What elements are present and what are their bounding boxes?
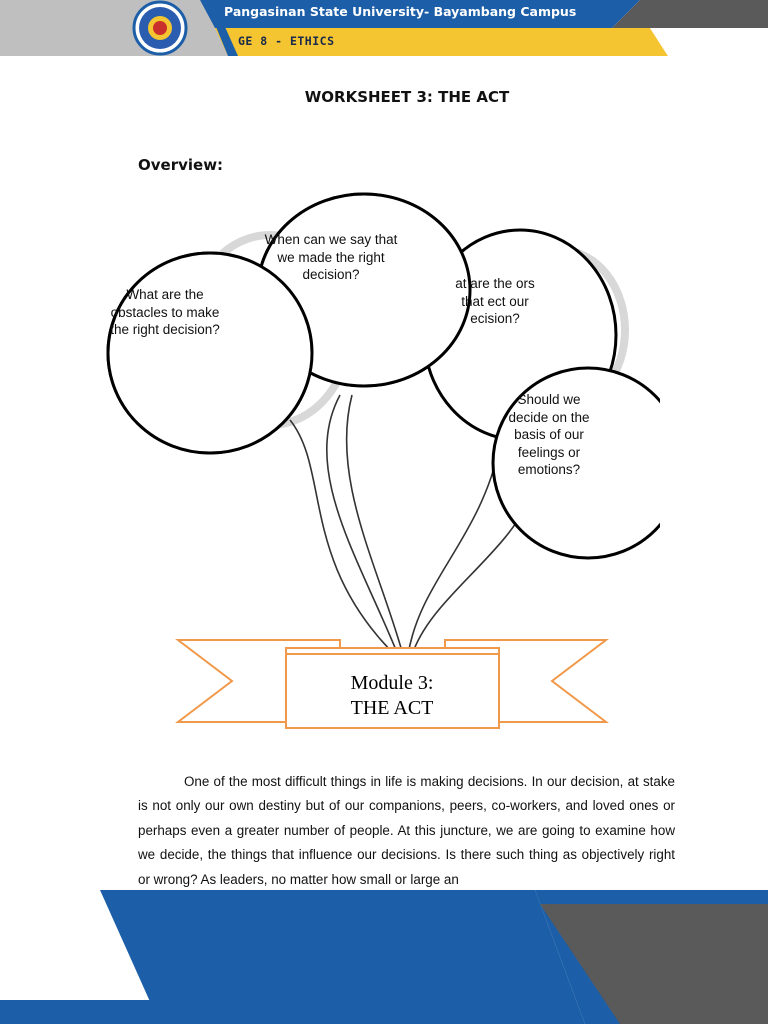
bubble-text-right-decision: When can we say that we made the right decision? <box>264 232 398 283</box>
worksheet-title: WORKSHEET 3: THE ACT <box>304 88 510 106</box>
module-number: Module 3: <box>350 672 434 694</box>
module-label <box>298 671 486 721</box>
university-seal-icon <box>134 2 186 54</box>
module-title: THE ACT <box>350 697 434 719</box>
overview-heading: Overview: <box>138 156 224 174</box>
course-code: GE 8 - ETHICS <box>238 34 335 48</box>
bubble-text-obstacles: What are the obstacles to make the right decision? <box>110 287 220 338</box>
overview-paragraph: One of the most difficult things in life is making decisions. In our decision, at stake is not only our own destiny but of our companions, peers, co-workers, and loved ones or perhaps even a greater number of people. At this juncture, we are going to examine how we decide, the things that influence our decisions. Is there such thing as objectively right or wrong? As leaders, no matter how small or large an <box>138 774 675 887</box>
footer-banner <box>0 890 768 1024</box>
university-name: Pangasinan State University- Bayambang Campus <box>224 4 577 19</box>
bubble-text-factors: at are the ors that ect our ecision? <box>455 276 535 327</box>
bubble-text-feelings: Should we decide on the basis of our feelings or emotions? <box>508 392 590 478</box>
